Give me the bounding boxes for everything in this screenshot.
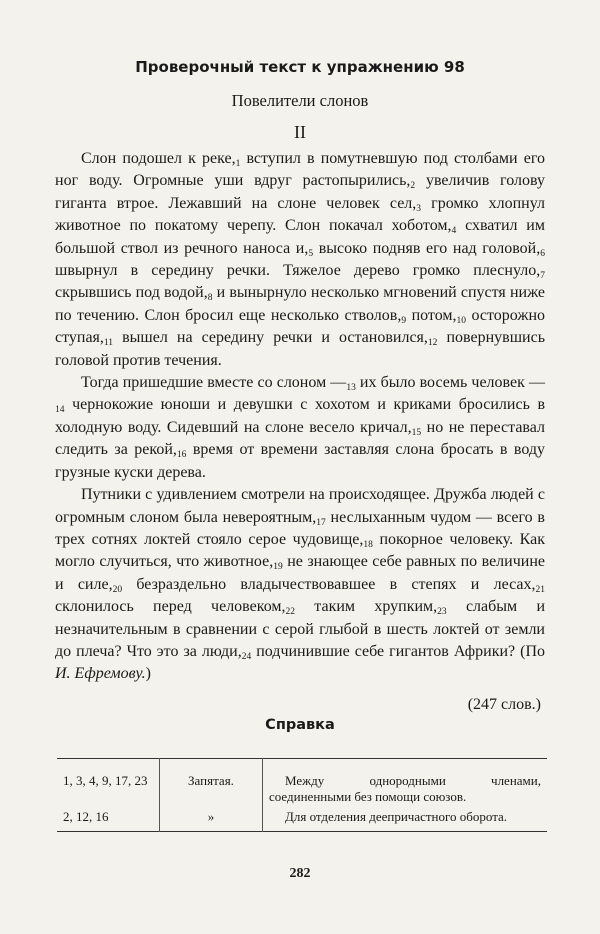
text-body xyxy=(55,148,545,716)
paragraph xyxy=(55,148,545,372)
text-run: склонилось перед человеком, xyxy=(55,598,286,616)
text-run: Слон подошел к реке, xyxy=(81,150,236,167)
text-run: увеличив голову гиганта втрое. Лежавший на слоне человек сел, xyxy=(55,172,545,212)
punctuation-marker: 5 xyxy=(308,248,314,259)
text-run: потом, xyxy=(406,306,457,324)
text-run: не знающее себе равных по величине и силе, xyxy=(55,553,545,593)
text-run: громко хлопнул животное по покатому черепу. Слон покачал хоботом, xyxy=(55,194,546,235)
text-run: безраздельно владычествовавшее в степях и лесах, xyxy=(122,575,536,593)
text-title: Повелители слонов xyxy=(231,91,369,110)
punctuation-marker: 14 xyxy=(55,405,65,416)
text-run: вышел на середину речки и остановился, xyxy=(113,329,428,347)
punctuation-marker: 10 xyxy=(456,315,467,326)
punctuation-marker: 23 xyxy=(437,607,447,618)
punctuation-marker: 9 xyxy=(401,315,407,326)
text-run: покорное человеку. Как могло случиться, что животное, xyxy=(55,530,546,571)
text-run: осторожно ступая, xyxy=(55,306,546,347)
punctuation-marker: 18 xyxy=(363,539,373,550)
text-run: схватил им большой ствол из речного наноса и, xyxy=(55,217,545,257)
author-name: И. Ефремову. xyxy=(55,665,146,683)
text-run: слабым и незначительным в сравнении с серой глыбой в шесть локтей от земли до плеча? Что это за люди, xyxy=(55,598,545,660)
part-number: II xyxy=(294,122,306,142)
punctuation-marker: 4 xyxy=(451,226,457,237)
punctuation-marker: 11 xyxy=(103,338,114,349)
punctuation-marker: 15 xyxy=(411,427,422,438)
rule-description: Между однородными членами, соединенными без помощи союзов. xyxy=(269,773,541,804)
punctuation-marker: 8 xyxy=(207,293,213,304)
punctuation-marker: 3 xyxy=(416,203,422,214)
text-run: ) xyxy=(145,665,151,683)
page-number: 282 xyxy=(289,866,311,881)
reference-title: Справка xyxy=(265,717,335,733)
text-run: вступил в помутневшую под столбами его ног воду. Огромные уши вдруг растопырились, xyxy=(55,150,546,190)
punctuation-marker: 7 xyxy=(540,271,545,282)
text-run: швырнул в середину речки. Тяжелое дерево громко плеснуло, xyxy=(55,262,541,280)
punctuation-marker: 6 xyxy=(540,248,545,259)
punctuation-marker: 24 xyxy=(241,651,252,662)
punctuation-marker: 13 xyxy=(346,383,356,394)
punctuation-marker: 22 xyxy=(285,607,296,618)
punctuation-marker: 12 xyxy=(427,338,438,349)
punctuation-marker: 17 xyxy=(316,517,326,528)
punctuation-marker: 2 xyxy=(410,181,416,192)
punctuation-mark: Запятая. xyxy=(160,759,263,808)
punctuation-marker: 1 xyxy=(235,159,241,169)
text-run: таким хрупким, xyxy=(295,598,438,616)
punctuation-mark: » xyxy=(160,807,263,832)
exercise-heading: Проверочный текст к упражнению 98 xyxy=(135,58,465,76)
text-run: их было восемь человек — xyxy=(355,374,545,392)
punctuation-marker: 20 xyxy=(112,584,123,595)
rule-numbers: 2, 12, 16 xyxy=(57,807,160,832)
rule-description: Для отделения деепричастного оборота. xyxy=(285,809,508,824)
table-row xyxy=(57,807,547,832)
punctuation-marker: 21 xyxy=(535,584,546,595)
text-run: подчинившие себе гигантов Африки? (По xyxy=(251,642,546,660)
text-run: чернокожие юноши и девушки с хохотом и криками бросились в холодную воду. Сидевший на слоне весело кричал, xyxy=(55,396,545,436)
rule-numbers: 1, 3, 4, 9, 17, 23 xyxy=(57,759,160,808)
table-row xyxy=(57,759,547,808)
punctuation-marker: 19 xyxy=(273,562,283,573)
word-count: (247 слов.) xyxy=(467,695,541,713)
text-run: но не переставал следить за рекой, xyxy=(55,418,545,459)
text-run: неслыханным чудом — всего в трех сотнях локтей стояло серое чудовище, xyxy=(55,508,545,548)
text-run: время от времени заставляя слона бросать в воду грузные куски дерева. xyxy=(55,441,545,481)
punctuation-marker: 16 xyxy=(176,450,187,461)
text-run: и вынырнуло несколько мгновений спустя ниже по течению. Слон бросил еще несколько стволов, xyxy=(55,284,546,324)
reference-table xyxy=(57,758,547,832)
text-run: повернувшись головой против течения. xyxy=(55,329,545,369)
paragraph xyxy=(55,372,545,484)
paragraph xyxy=(55,484,545,686)
text-run: скрывшись под водой, xyxy=(55,284,208,302)
text-run: Тогда пришедшие вместе со слоном — xyxy=(81,374,347,392)
text-run: Путники с удивлением смотрели на происходящее. Дружба людей с огромным слоном была невероятным, xyxy=(55,486,545,526)
text-run: высоко подняв его над головой, xyxy=(313,239,541,257)
